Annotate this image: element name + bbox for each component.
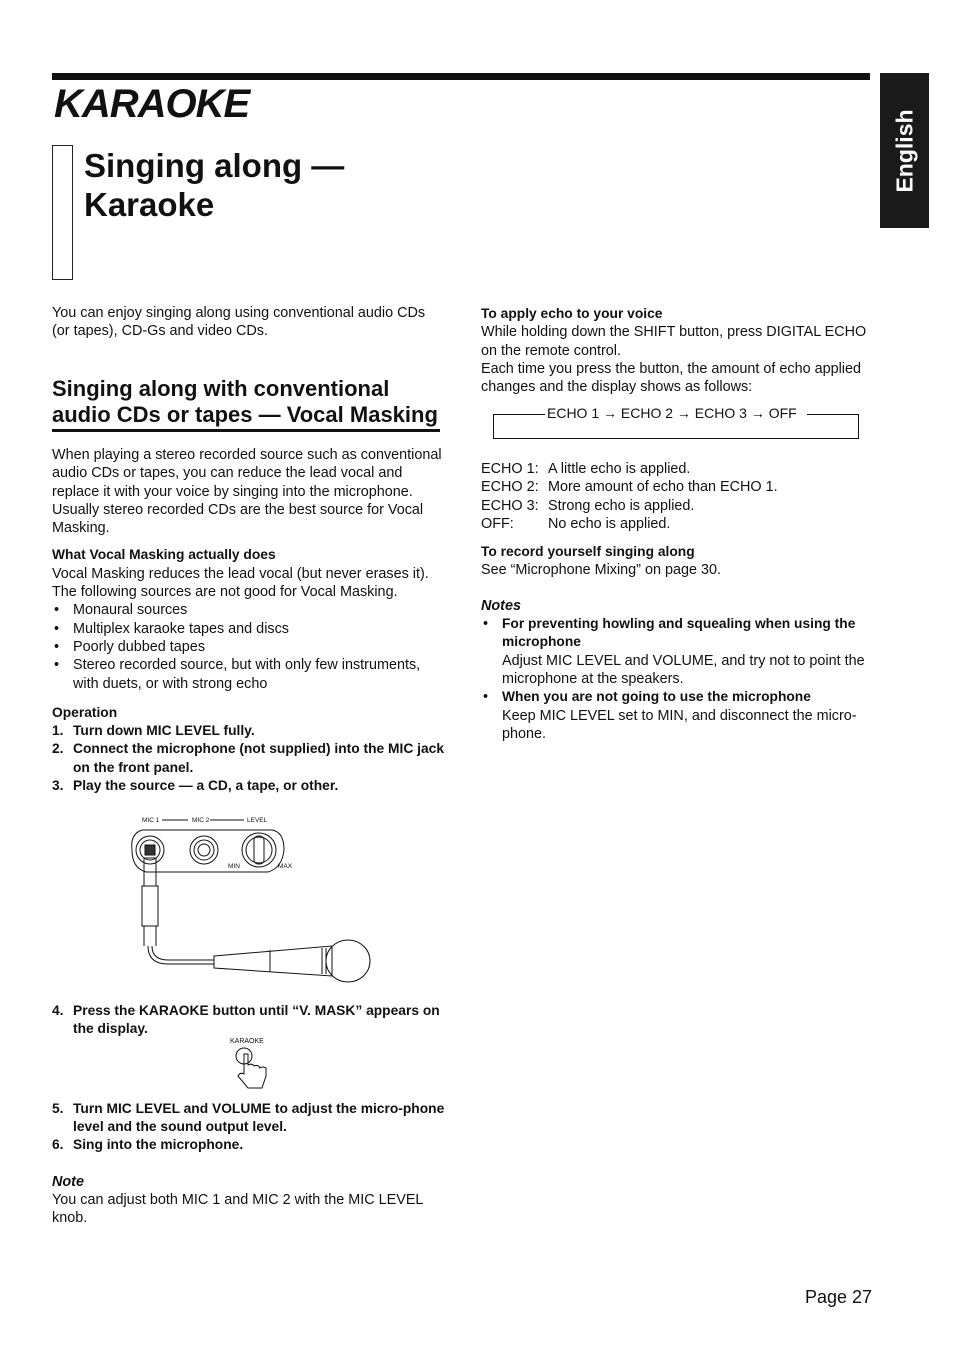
list-item: • Stereo recorded source, but with only few instruments, with duets, or with strong echo <box>52 656 444 693</box>
echo-section <box>481 305 875 396</box>
echo-cycle-diagram <box>493 404 859 438</box>
echo-value: No echo is applied. <box>548 515 671 532</box>
echo-cycle-tail <box>807 414 859 415</box>
list-item <box>481 515 875 533</box>
echo-cycle-right <box>858 414 859 438</box>
note-title: When you are not going to use the microphone <box>502 689 811 705</box>
max-label: MAX <box>278 863 293 870</box>
step-text: Turn MIC LEVEL and VOLUME to adjust the micro-phone level and the sound output level. <box>73 1101 445 1135</box>
section-title-line-1: Singing along — <box>84 147 345 184</box>
chapter-title: KARAOKE <box>54 82 250 126</box>
language-tab-label: English <box>891 108 917 193</box>
language-tab <box>880 73 929 228</box>
intro-text: You can enjoy singing along using conventional audio CDs (or tapes), CD-Gs and video CDs. <box>52 305 426 340</box>
step-text: Connect the microphone (not supplied) into the MIC jack on the front panel. <box>73 741 444 775</box>
note-text: Keep MIC LEVEL set to MIN, and disconnect the micro-phone. <box>502 707 857 742</box>
list-item <box>481 497 875 515</box>
what-body-1: Vocal Masking reduces the lead vocal (but never erases it). <box>52 565 429 582</box>
step-text: Turn down MIC LEVEL fully. <box>73 723 255 739</box>
list-item: • Monaural sources <box>52 601 444 619</box>
list-item: • Poorly dubbed tapes <box>52 638 444 656</box>
step-text: Play the source — a CD, a tape, or other. <box>73 777 339 793</box>
step-number: 2. <box>52 741 64 757</box>
step-item <box>52 1002 444 1038</box>
step-text: Press the KARAOKE button until “V. MASK” appears on the display. <box>73 1003 440 1037</box>
microphone-connection-illustration <box>122 812 382 990</box>
final-steps-block <box>52 1100 446 1228</box>
section-title-line-2: Karaoke <box>84 186 215 223</box>
karaoke-button-label: KARAOKE <box>230 1038 264 1045</box>
echo-body-2: Each time you press the button, the amount of echo applied changes and the display shows as follows: <box>481 360 861 396</box>
step-4-block <box>52 1002 444 1038</box>
mic1-label: MIC 1 <box>142 817 160 824</box>
step-number: 4. <box>52 1003 64 1018</box>
karaoke-button-illustration <box>226 1034 276 1092</box>
level-label: LEVEL <box>247 817 268 824</box>
unsuitable-sources-list <box>52 601 444 692</box>
list-item <box>481 615 875 688</box>
step-number: 5. <box>52 1101 64 1116</box>
echo-key: ECHO 1: <box>481 461 539 477</box>
echo-list <box>481 460 875 743</box>
vocal-masking-text <box>52 446 444 795</box>
echo-cycle-text: ECHO 1 → ECHO 2 → ECHO 3 → OFF <box>547 405 797 421</box>
mic2-label: MIC 2 <box>192 817 210 824</box>
note-title: For preventing howling and squealing when using the microphone <box>502 616 856 650</box>
what-heading: What Vocal Masking actually does <box>52 547 276 563</box>
record-heading: To record yourself singing along <box>481 544 695 560</box>
vocal-masking-body: When playing a stereo recorded source such as conventional audio CDs or tapes, you can reduce the lead vocal and replace it with your voice by singing into the microphone. Usually stereo recorded CDs are the best source for Vocal Masking. <box>52 447 442 537</box>
note-text: Adjust MIC LEVEL and VOLUME, and try not to point the microphone at the speakers. <box>502 652 865 687</box>
page-number: Page 27 <box>804 1287 872 1307</box>
step-number: 1. <box>52 723 64 739</box>
echo-value: Strong echo is applied. <box>548 497 695 514</box>
echo-key: ECHO 3: <box>481 497 539 514</box>
step-item <box>52 1136 446 1154</box>
echo-value: More amount of echo than ECHO 1. <box>548 479 778 496</box>
notes-list <box>481 615 875 743</box>
subsection-title-line-1: Singing along with conventional <box>52 376 390 401</box>
list-item <box>481 688 875 743</box>
list-item <box>481 460 875 478</box>
echo-key: ECHO 2: <box>481 479 539 496</box>
step-number: 3. <box>52 777 64 793</box>
intro-paragraph <box>52 304 444 341</box>
subsection-rule <box>52 429 440 432</box>
step-text: Sing into the microphone. <box>73 1137 244 1153</box>
echo-heading: To apply echo to your voice <box>481 306 663 321</box>
list-item: • Multiplex karaoke tapes and discs <box>52 620 444 638</box>
subsection-heading <box>52 376 444 432</box>
operation-steps-final <box>52 1100 446 1155</box>
top-rule <box>52 73 870 80</box>
title-bracket <box>52 145 73 280</box>
echo-body-1: While holding down the SHIFT button, press DIGITAL ECHO on the remote control. <box>481 324 867 359</box>
notes-heading: Notes <box>481 597 521 614</box>
echo-cycle-lead <box>493 414 549 415</box>
step-item <box>52 740 444 776</box>
operation-steps-continued <box>52 1002 444 1038</box>
title-bracket-left <box>52 145 53 279</box>
list-item <box>481 478 875 496</box>
note-body: You can adjust both MIC 1 and MIC 2 with the MIC LEVEL knob. <box>52 1191 423 1227</box>
step-item <box>52 722 444 740</box>
echo-cycle-left <box>493 414 494 438</box>
record-body: See “Microphone Mixing” on page 30. <box>481 562 721 579</box>
operation-steps <box>52 722 444 795</box>
section-title <box>84 146 344 224</box>
step-number: 6. <box>52 1137 64 1153</box>
min-label: MIN <box>228 863 240 870</box>
echo-value: A little echo is applied. <box>548 461 691 477</box>
operation-heading: Operation <box>52 704 118 720</box>
step-item <box>52 1100 446 1136</box>
what-body-2: The following sources are not good for Vocal Masking. <box>52 584 398 601</box>
note-heading: Note <box>52 1173 84 1190</box>
subsection-title-line-2: audio CDs or tapes — Vocal Masking <box>52 402 438 427</box>
echo-key: OFF: <box>481 515 514 532</box>
step-item <box>52 777 444 795</box>
